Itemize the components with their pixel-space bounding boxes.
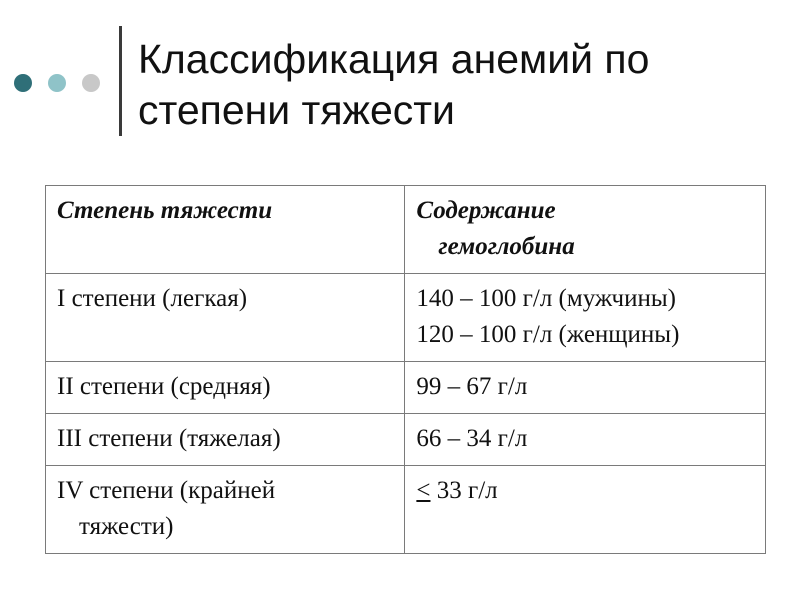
- slide-title-line1: Классификация анемий по: [138, 36, 650, 82]
- decorative-dots: [14, 73, 116, 93]
- table-row: [46, 414, 766, 466]
- cell-degree: III степени (тяжелая): [46, 414, 405, 466]
- cell-hemoglobin: 99 – 67 г/л: [405, 362, 766, 414]
- slide-title-line2: степени тяжести: [138, 87, 455, 133]
- title-divider: [119, 26, 122, 136]
- cell-hemoglobin: [405, 466, 766, 554]
- cell-degree: I степени (легкая): [46, 274, 405, 362]
- cell-hemoglobin: 66 – 34 г/л: [405, 414, 766, 466]
- header-hemoglobin-line2: гемоглобина: [438, 233, 575, 260]
- dot-gray-icon: [82, 74, 100, 92]
- cell-degree-line1: IV степени (крайней: [57, 477, 276, 504]
- table-row: [46, 466, 766, 554]
- table-row: [46, 274, 766, 362]
- cell-degree-line2: тяжести): [79, 513, 174, 540]
- dot-light-teal-icon: [48, 74, 66, 92]
- hemoglobin-women: 120 – 100 г/л (женщины): [416, 321, 680, 348]
- table-row: [46, 362, 766, 414]
- dot-dark-teal-icon: [14, 74, 32, 92]
- slide-title: [138, 34, 778, 136]
- cell-degree: II степени (средняя): [46, 362, 405, 414]
- table-header-row: [46, 186, 766, 274]
- hemoglobin-men: 140 – 100 г/л (мужчины): [416, 285, 676, 312]
- header-severity: Степень тяжести: [46, 186, 405, 274]
- hemoglobin-value: 33 г/л: [430, 477, 498, 504]
- header-hemoglobin-line1: Содержание: [416, 197, 556, 224]
- less-or-equal-symbol: <: [416, 477, 431, 504]
- header-hemoglobin: [405, 186, 766, 274]
- anemia-classification-table: [45, 185, 766, 554]
- cell-degree: [46, 466, 405, 554]
- cell-hemoglobin: [405, 274, 766, 362]
